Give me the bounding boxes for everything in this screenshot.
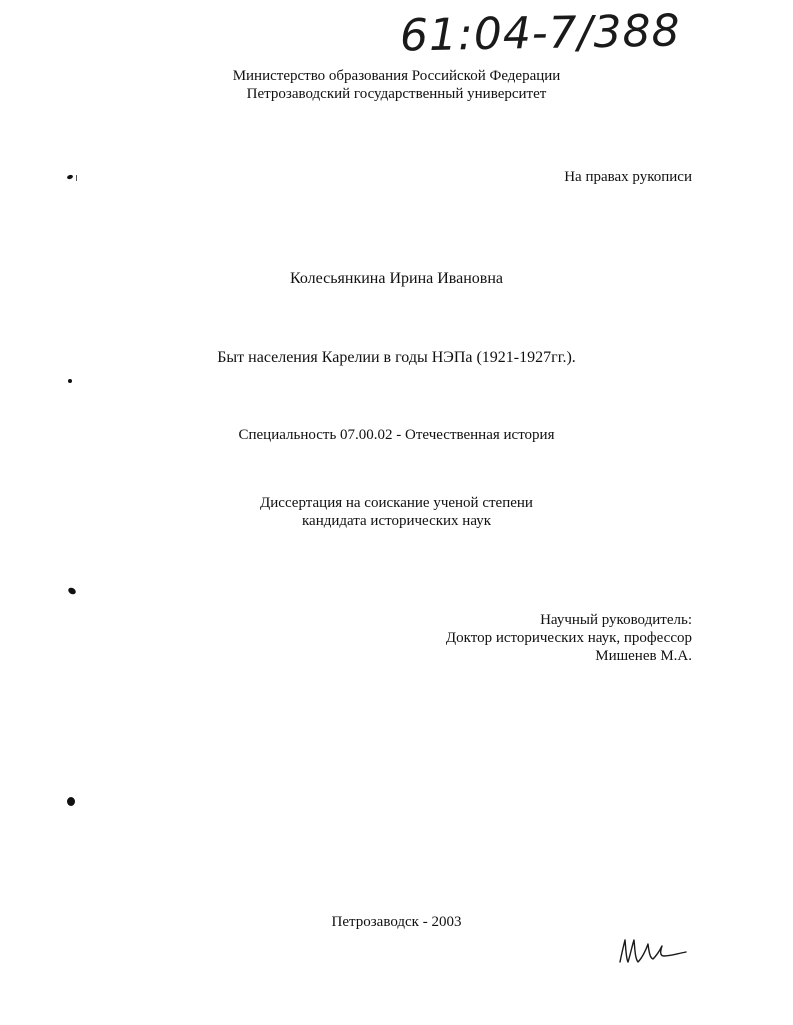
supervisor-label: Научный руководитель: (540, 612, 692, 628)
scan-speck (76, 175, 77, 181)
institution-header (0, 67, 793, 103)
scan-speck (68, 379, 72, 383)
handwritten-signature-icon (616, 932, 688, 972)
degree-line-1: Диссертация на соискание ученой степени (260, 495, 533, 511)
specialty: Специальность 07.00.02 - Отечественная история (238, 427, 555, 443)
manuscript-note: На правах рукописи (564, 169, 692, 185)
ministry-name: Министерство образования Российской Федерации (232, 68, 561, 84)
scan-speck (66, 174, 73, 180)
supervisor-degree: Доктор исторических наук, профессор (445, 630, 692, 646)
author-name: Колесьянкина Ирина Ивановна (289, 270, 504, 287)
supervisor-block (446, 611, 692, 665)
supervisor-name: Мишенев М.А. (595, 648, 692, 664)
scan-speck (67, 586, 77, 595)
dissertation-title: Быт населения Карелии в годы НЭПа (1921-1927гг.). (217, 349, 576, 366)
degree-line-2: кандидата исторических наук (301, 513, 492, 529)
university-name: Петрозаводский государственный университет (246, 86, 547, 102)
degree-statement (0, 494, 793, 530)
archive-code: 61:04-7/388 (399, 5, 681, 62)
scan-speck (67, 797, 75, 806)
city-year: Петрозаводск - 2003 (331, 914, 462, 930)
